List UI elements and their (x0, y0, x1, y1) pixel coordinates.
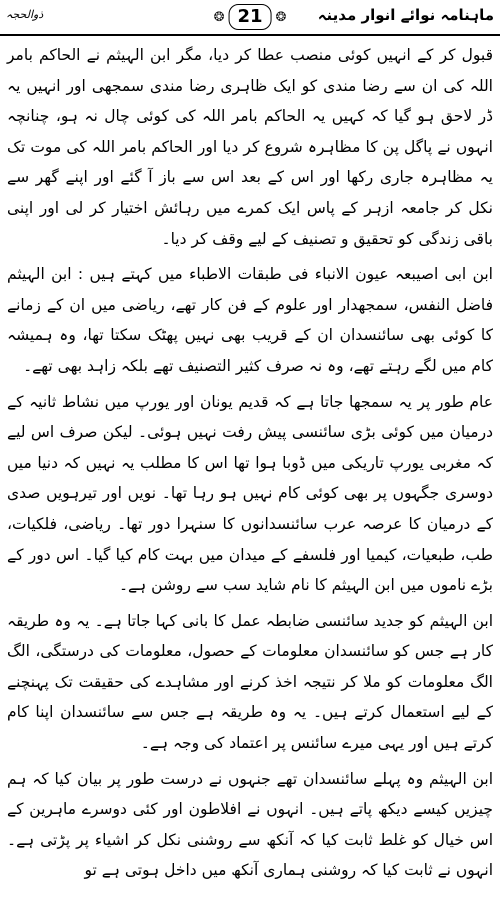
page-header (0, 0, 500, 36)
paragraph-1: قبول کر کے انہیں کوئی منصب عطا کر دیا، مگر ابن الہیثم نے الحاکم بامر اللہ کی ان سے رضا مندی کو ایک ظاہری رضا مندی سمجھی اور انہیں یہ ڈر لاحق ہو گیا کہ کہیں یہ الحاکم بامر اللہ کی کوئی چال نہ ہو، چنانچہ انہوں نے پاگل پن کا مظاہرہ شروع کر دیا اور الحاکم بامر اللہ کی موت تک یہ مظاہرہ جاری رکھا اور اس کے بعد اس سے باز آ گئے اور اپنے گھر سے نکل کر جامعہ ازہر کے پاس ایک کمرے میں رہائش اختیار کر لی اور اپنی باقی زندگی کو تحقیق و تصنیف کے لیے وقف کر دیا۔ (7, 46, 493, 248)
paragraph-2: ابن ابی اصیبعہ عیون الانباء فی طبقات الاطباء میں کہتے ہیں : ابن الہیثم فاضل النفس، سمجھدار اور علوم کے فن کار تھے، ریاضی میں ان کے زمانے کا کوئی بھی سائنسدان ان کے قریب بھی نہیں پھٹک سکتا تھا، وہ ہمیشہ کام میں لگے رہتے تھے، وہ نہ صرف کثیر التصنیف تھے بلکہ زاہد بھی تھے۔ (7, 265, 493, 375)
header-month: ذوالحجہ (6, 8, 44, 21)
magazine-title: ماہنامہ نوائے انوار مدینہ (317, 6, 494, 24)
left-ornament-icon: ❂ (213, 9, 225, 25)
paragraph-3: عام طور پر یہ سمجھا جاتا ہے کہ قدیم یونان اور یورپ میں نشاط ثانیہ کے درمیان میں کوئی بڑی سائنسی پیش رفت نہیں ہوئی۔ لیکن صرف اس لیے کہ مغربی یورپ تاریکی میں ڈوبا ہوا تھا اس کا مطلب یہ نہیں کہ دنیا میں دوسری جگہوں پر بھی کوئی کام نہیں ہو رہا تھا۔ نویں اور تیرہویں صدی کے درمیان کا عرصہ عرب سائنسدانوں کا سنہرا دور تھا۔ ریاضی، فلکیات، طب، طبعیات، کیمیا اور فلسفے کے میدان میں بہت کام کیا گیا۔ اس دور کے بڑے ناموں میں ابن الہیثم کا نام شاید سب سے روشن ہے۔ (7, 392, 493, 595)
paragraph-4: ابن الہیثم کو جدید سائنسی ضابطہ عمل کا بانی کہا جاتا ہے۔ یہ وہ طریقہ کار ہے جس کو سائنسدان معلومات کے حصول، معلومات کی درستگی، الگ الگ معلومات کو ملا کر نتیجہ اخذ کرنے اور مشاہدے کی حقیقت تک پہنچنے کے لیے استعمال کرتے ہیں۔ یہ وہ طریقہ ہے جس سے سائنسدان اپنا کام کرتے ہیں اور یہی میرے سائنس پر اعتماد کی وجہ ہے۔ (7, 611, 493, 753)
paragraph-5: ابن الہیثم وہ پہلے سائنسدان تھے جنہوں نے درست طور پر بیان کیا کہ ہم چیزیں کیسے دیکھ پاتے ہیں۔ انہوں نے افلاطون اور کئی دوسرے ماہرین کے اس خیال کو غلط ثابت کیا کہ آنکھ سے روشنی نکل کر اشیاء پر پڑتی ہے۔ انہوں نے ثابت کیا کہ روشنی ہماری آنکھ میں داخل ہوتی ہے تو (7, 769, 493, 880)
page-number: 21 (228, 4, 271, 30)
right-ornament-icon: ❂ (275, 9, 287, 25)
article-body (0, 36, 500, 909)
page-number-box (214, 4, 287, 30)
